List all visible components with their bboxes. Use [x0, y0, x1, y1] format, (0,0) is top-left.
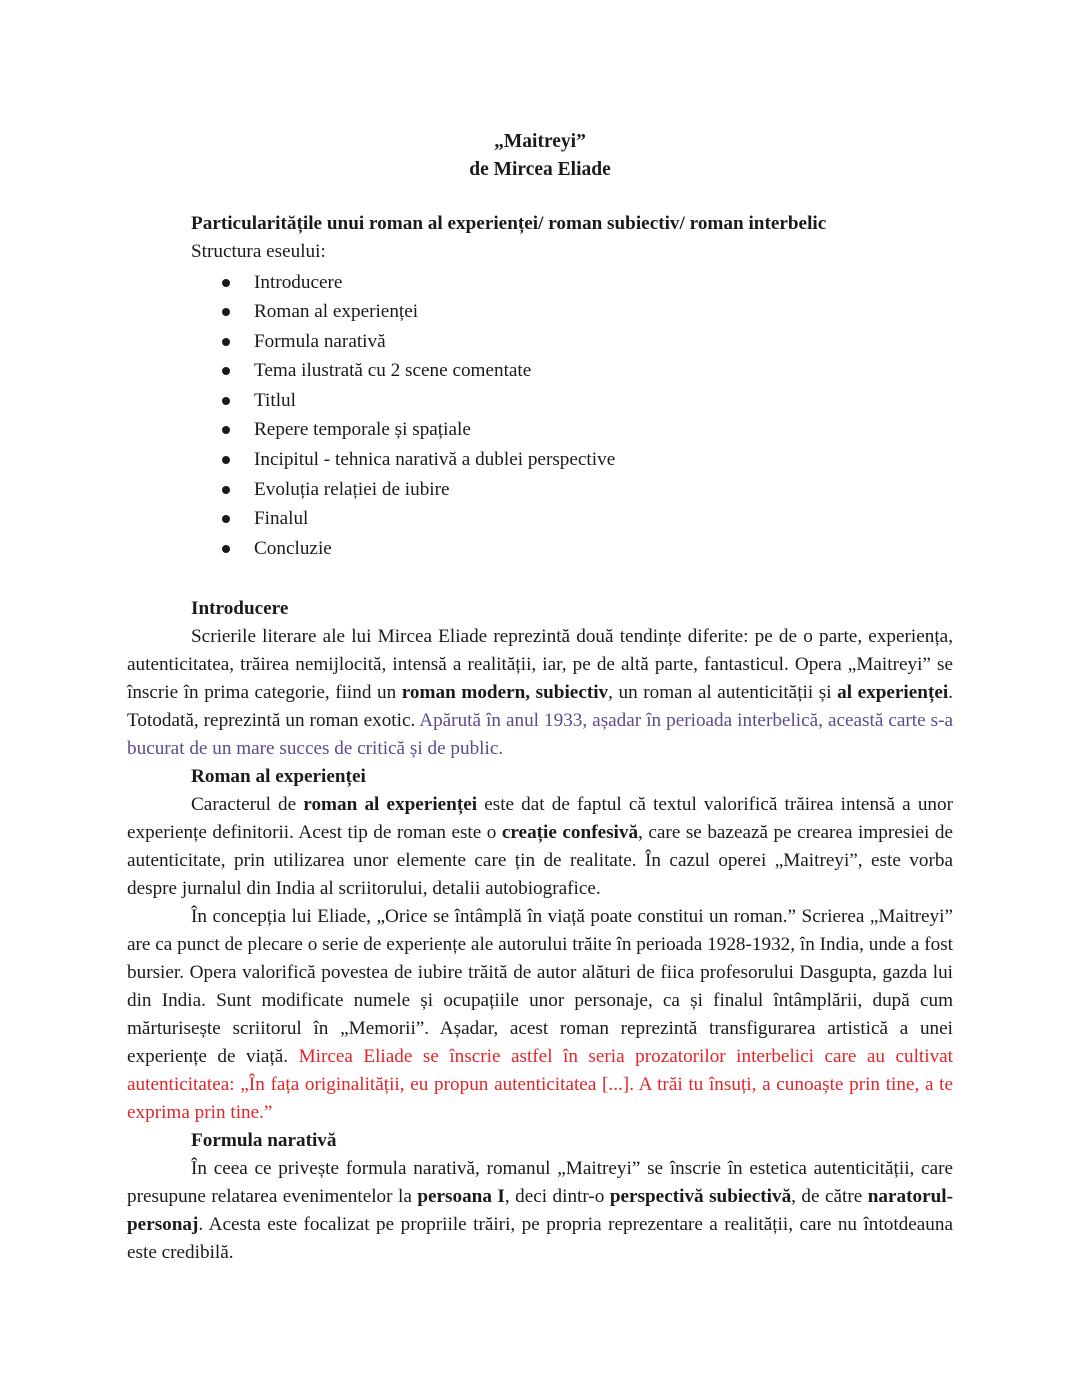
- section-heading-introducere: Introducere: [191, 598, 289, 620]
- list-item: Finalul: [254, 508, 309, 530]
- list-item: Incipitul - tehnica narativă a dublei perspective: [254, 449, 616, 471]
- list-item: Titlul: [254, 389, 296, 411]
- paragraph-formula-narativa: În ceea ce privește formula narativă, romanul „Maitreyi” se înscrie în estetica autenticității, care presupune relatarea evenimentelor la persoana I, deci dintr-o perspectivă subiectivă, de către naratorul-personaj. Acesta este focalizat pe propriile trăiri, pe propria reprezentare a realității, care nu întotdeauna este credibilă.: [127, 1158, 954, 1264]
- list-item: Formula narativă: [254, 330, 386, 352]
- section-heading-formula-narativa: Formula narativă: [191, 1130, 337, 1152]
- list-item: Roman al experienței: [254, 301, 419, 323]
- essay-topic: Particularitățile unui roman al experienței/ roman subiectiv/ roman interbelic: [191, 213, 827, 234]
- highlighted-text: Apărută în anul 1933, așadar în perioada interbelică, această carte s-a bucurat de un mare succes de critică și de public.: [127, 710, 953, 760]
- paragraph-introducere: Scrierile literare ale lui Mircea Eliade reprezintă două tendințe diferite: pe de o parte, experiența, autenticitatea, trăirea nemijlocită, intensă a realității, iar, pe de altă parte, fantasticul. Opera „Maitreyi” se înscrie în prima categorie, fiind un roman modern, subiectiv, un roman al autenticității și al experienței. Totodată, reprezintă un roman exotic. Apărută în anul 1933, așadar în perioada interbelică, această carte s-a bucurat de un mare succes de critică și de public.: [127, 626, 953, 760]
- list-item: Concluzie: [254, 537, 332, 559]
- structure-list: [127, 268, 953, 564]
- list-item: Evoluția relației de iubire: [254, 478, 450, 500]
- title-block: [0, 128, 1080, 184]
- structure-label: Structura eseului:: [191, 241, 326, 262]
- section-heading-roman-experientei: Roman al experienței: [191, 766, 366, 788]
- list-item: Repere temporale și spațiale: [254, 419, 471, 441]
- document-title: „Maitreyi”: [494, 131, 586, 152]
- list-item: Introducere: [254, 271, 343, 293]
- paragraph-roman-experientei-1: Caracterul de roman al experienței este dat de faptul că textul valorifică trăirea intensă a unor experiențe definitorii. Acest tip de roman este o creație confesivă, care se bazează pe crearea impresiei de autenticitate, prin utilizarea unor elemente care țin de realitate. În cazul operei „Maitreyi”, este vorba despre jurnalul din India al scriitorului, detalii autobiografice.: [127, 794, 953, 900]
- document-body: [127, 210, 953, 1267]
- list-item: Tema ilustrată cu 2 scene comentate: [254, 360, 532, 382]
- highlighted-text: Mircea Eliade se înscrie astfel în seria prozatorilor interbelici care au cultivat autenticitatea: „În fața originalității, eu propun autenticitatea [...]. A trăi tu însuți, a cunoaște prin tine, a te exprima prin tine.”: [127, 1046, 954, 1124]
- paragraph-roman-experientei-2: În concepția lui Eliade, „Orice se întâmplă în viață poate constitui un roman.” Scrierea „Maitreyi” are ca punct de plecare o serie de experiențe ale autorului trăite în perioada 1928-1932, în India, unde a fost bursier. Opera valorifică povestea de iubire trăită de autor alături de fiica profesorului Dasgupta, gazda lui din India. Sunt modificate numele și ocupațiile unor personaje, ca și finalul întâmplării, după cum mărturisește scriitorul în „Memorii”. Așadar, acest roman reprezintă transfigurarea artistică a unei experiențe de viață. Mircea Eliade se înscrie astfel în seria prozatorilor interbelici care au cultivat autenticitatea: „În fața originalității, eu propun autenticitatea [...]. A trăi tu însuți, a cunoaște prin tine, a te exprima prin tine.”: [127, 906, 954, 1124]
- document-author: de Mircea Eliade: [469, 159, 611, 180]
